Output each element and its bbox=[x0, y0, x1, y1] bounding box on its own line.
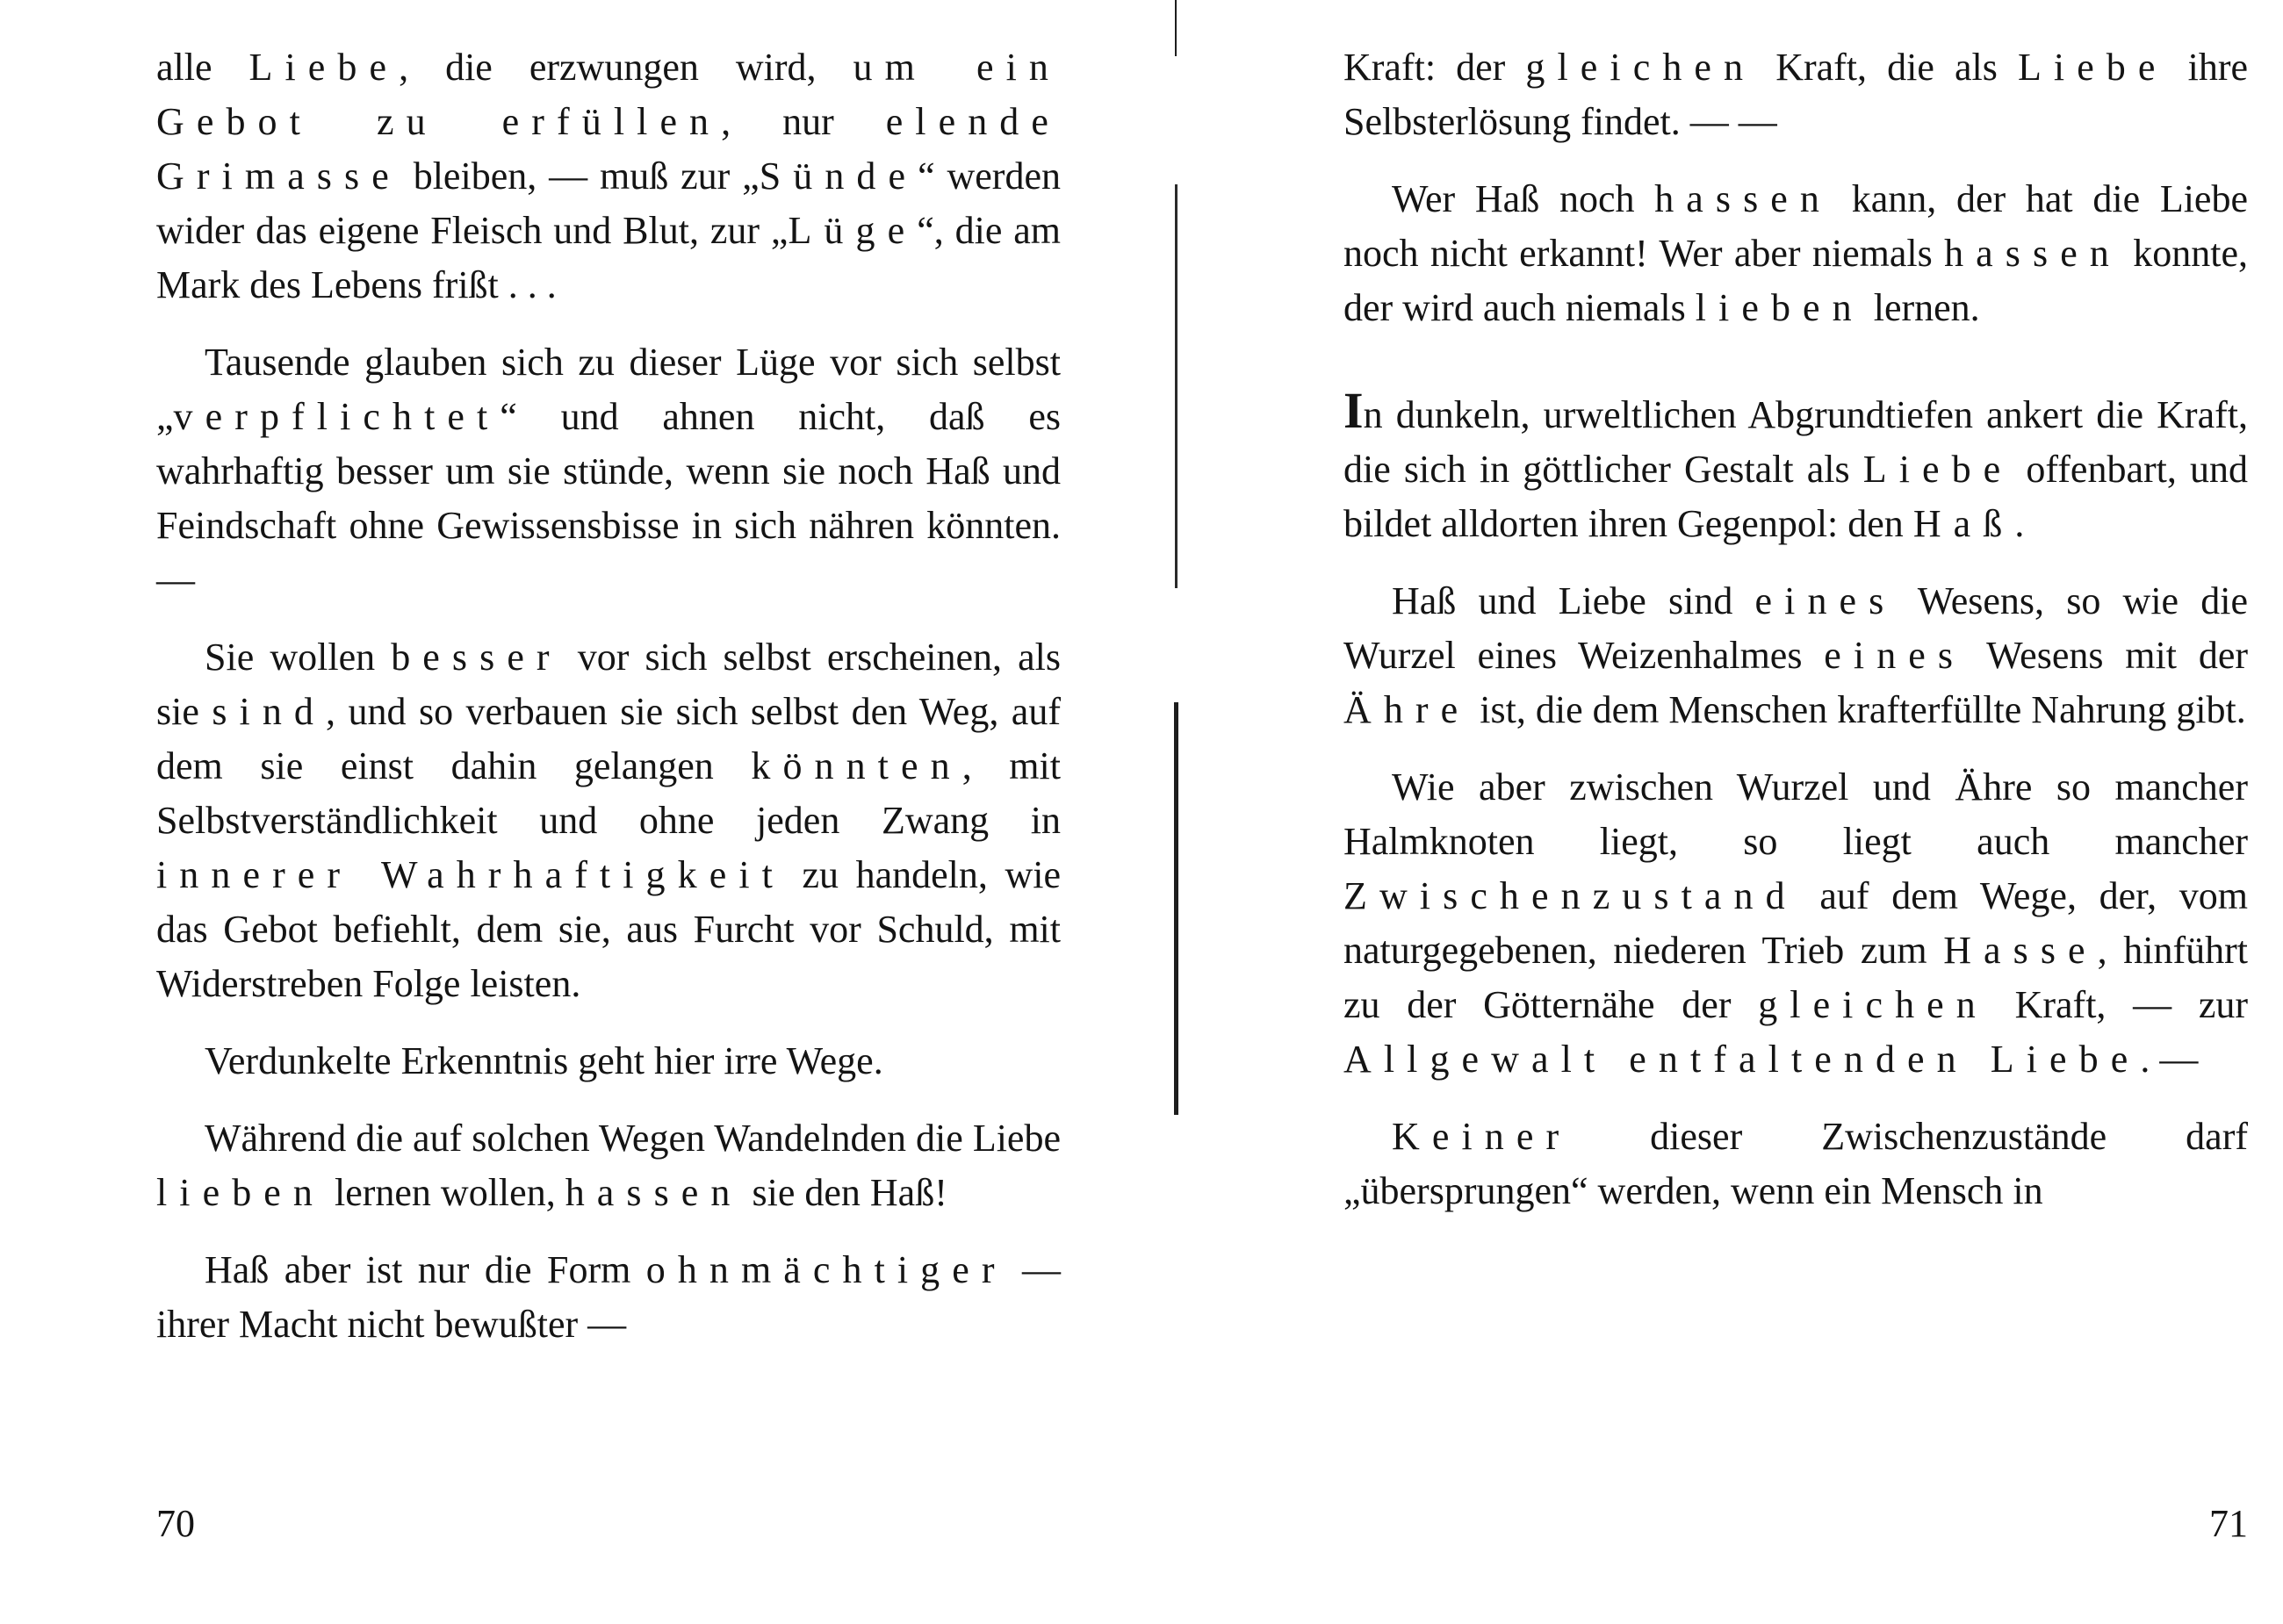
left-text-column bbox=[156, 40, 1061, 1375]
paragraph: Verdunkelte Erkenntnis geht hier irre Wege. bbox=[205, 1039, 883, 1082]
section-opening-paragraph: In dunkeln, urweltlichen Abgrundtiefen ankert die Kraft, die sich in göttlicher Gestalt als Liebe offenbart, und bildet alldorten ihren Gegenpol: den Haß. bbox=[1343, 382, 2248, 545]
paragraph: Keiner dieser Zwischenzustände darf „übersprungen“ werden, wenn ein Mensch in bbox=[1343, 1115, 2248, 1212]
paragraph: Sie wollen besser vor sich selbst erscheinen, als sie sind, und so verbauen sie sich selbst den Weg, auf dem sie einst dahin gelangen könnten, mit Selbstverständlichkeit und ohne jeden Zwang in innerer Wahrhaftigkeit zu handeln, wie das Gebot befiehlt, dem sie, aus Furcht vor Schuld, mit Widerstreben Folge leisten. bbox=[156, 636, 1062, 1005]
page-number: 71 bbox=[2209, 1502, 2248, 1545]
page-number: 70 bbox=[156, 1502, 195, 1545]
paragraph: Während die auf solchen Wegen Wandelnden die Liebe lieben lernen wollen, hassen sie den Haß! bbox=[156, 1117, 1061, 1214]
paragraph: Tausende glauben sich zu dieser Lüge vor sich selbst „verpflichtet“ und ahnen nicht, daß es wahrhaftig besser um sie stünde, wenn sie noch Haß und Feindschaft ohne Gewissensbisse in sich nähren könnten. — bbox=[156, 341, 1061, 601]
paragraph: Wie aber zwischen Wurzel und Ähre so mancher Halmknoten liegt, so liegt auch mancher Zwischenzustand auf dem Wege, der, vom naturgegebenen, niederen Trieb zum Hasse, hinführt zu der Götternähe der gleichen Kraft, — zur Allgewalt entfaltenden Liebe. — bbox=[1343, 765, 2249, 1081]
paragraph: Haß aber ist nur die Form ohnmächtiger — ihrer Macht nicht bewußter — bbox=[156, 1248, 1062, 1346]
paragraph: Kraft: der gleichen Kraft, die als Liebe ihre Selbsterlösung findet. — — bbox=[1343, 46, 2248, 143]
right-text-column bbox=[1343, 40, 2248, 1241]
initial-letter: I bbox=[1343, 382, 1364, 439]
paragraph: Haß und Liebe sind eines Wesens, so wie die Wurzel eines Weizenhalmes eines Wesens mit der Ähre ist, die dem Menschen krafterfüllte Nahrung gibt. bbox=[1343, 579, 2249, 731]
paragraph: alle Liebe, die erzwungen wird, um ein Gebot zu erfüllen, nur elende Grimasse bleiben, — muß zur „Sünde“ werden wider das eigene Fleisch und Blut, zur „Lüge“, die am Mark des Lebens frißt . . . bbox=[156, 46, 1061, 306]
paragraph: Wer Haß noch hassen kann, der hat die Liebe noch nicht erkannt! Wer aber niemals hassen konnte, der wird auch niemals lieben lernen. bbox=[1343, 177, 2248, 329]
right-page bbox=[1142, 0, 2283, 1624]
